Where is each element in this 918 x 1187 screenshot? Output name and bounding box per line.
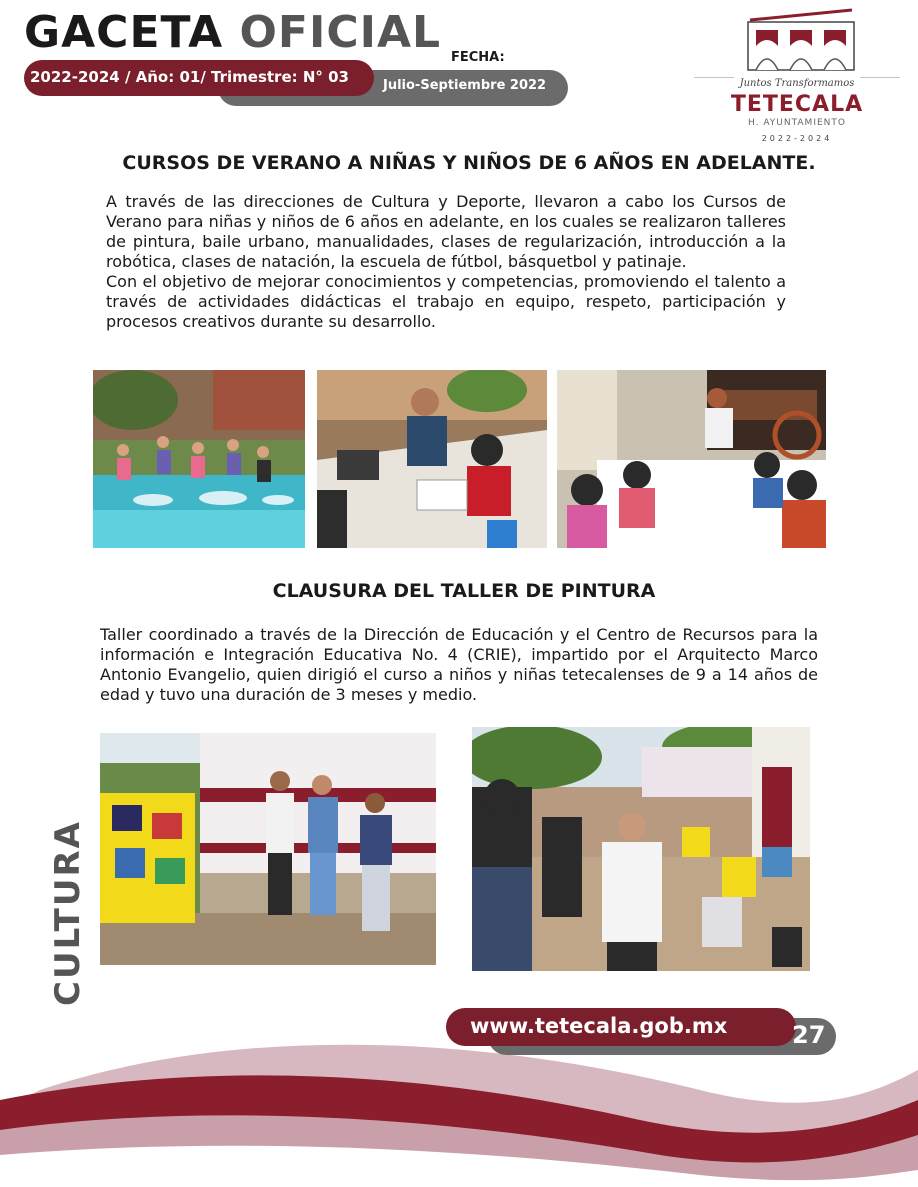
period-text: 2022-2024 / Año: 01/ Trimestre: N° 03	[30, 68, 349, 86]
logo-motto: Juntos Transformamos	[739, 78, 855, 89]
website-link[interactable]: www.tetecala.gob.mx	[470, 1014, 728, 1038]
painting-exhibition-photo	[472, 727, 810, 971]
logo-name: TETECALA	[730, 92, 864, 117]
swimming-class-photo	[93, 370, 305, 548]
date-value: Julio-Septiembre 2022	[383, 78, 547, 93]
logo-years: 2022-2024	[761, 134, 833, 143]
closing-ceremony-photo	[100, 733, 436, 965]
section1-heading: CURSOS DE VERANO A NIÑAS Y NIÑOS DE 6 AÑOS EN ADELANTE.	[122, 152, 816, 174]
date-label: FECHA:	[451, 50, 505, 65]
gazette-title	[24, 8, 441, 58]
section1-paragraph1: A través de las direcciones de Cultura y Deporte, llevaron a cabo los Cursos de Verano para niñas y niños de 6 años en adelante, en los cuales se realizaron talleres de pintura, baile urbano, manualidades, clases de regularización, introducción a la robótica, clases de natación, la escuela de fútbol, básquetbol y patinaje.	[106, 192, 786, 271]
arches-icon	[694, 8, 900, 78]
section-side-label	[40, 819, 96, 1006]
page-number: 27	[792, 1021, 826, 1049]
logo-subtitle: H. AYUNTAMIENTO	[748, 118, 846, 128]
section2-paragraph: Taller coordinado a través de la Dirección de Educación y el Centro de Recursos para la información e Integración Educativa No. 4 (CRIE), impartido por el Arquitecto Marco Antonio Evangelio, quien dirigió el curso a niños y niñas tetecalenses de 9 a 14 años de edad y tuvo una duración de 3 meses y medio.	[100, 625, 818, 704]
gazette-title-part2: OFICIAL	[239, 7, 442, 58]
tetecala-logo	[694, 8, 900, 144]
robotics-class-photo	[317, 370, 547, 548]
gazette-title-part1: GACETA	[24, 7, 224, 58]
section2-heading: CLAUSURA DEL TALLER DE PINTURA	[272, 580, 656, 602]
painting-class-photo	[557, 370, 826, 548]
side-label-text: CULTURA	[48, 819, 88, 1006]
section1-body	[106, 192, 786, 332]
section1-paragraph2: Con el objetivo de mejorar conocimientos y competencias, promoviendo el talento a través de actividades didácticas el trabajo en equipo, respeto, participación y procesos creativos durante su desarrollo.	[106, 272, 786, 331]
